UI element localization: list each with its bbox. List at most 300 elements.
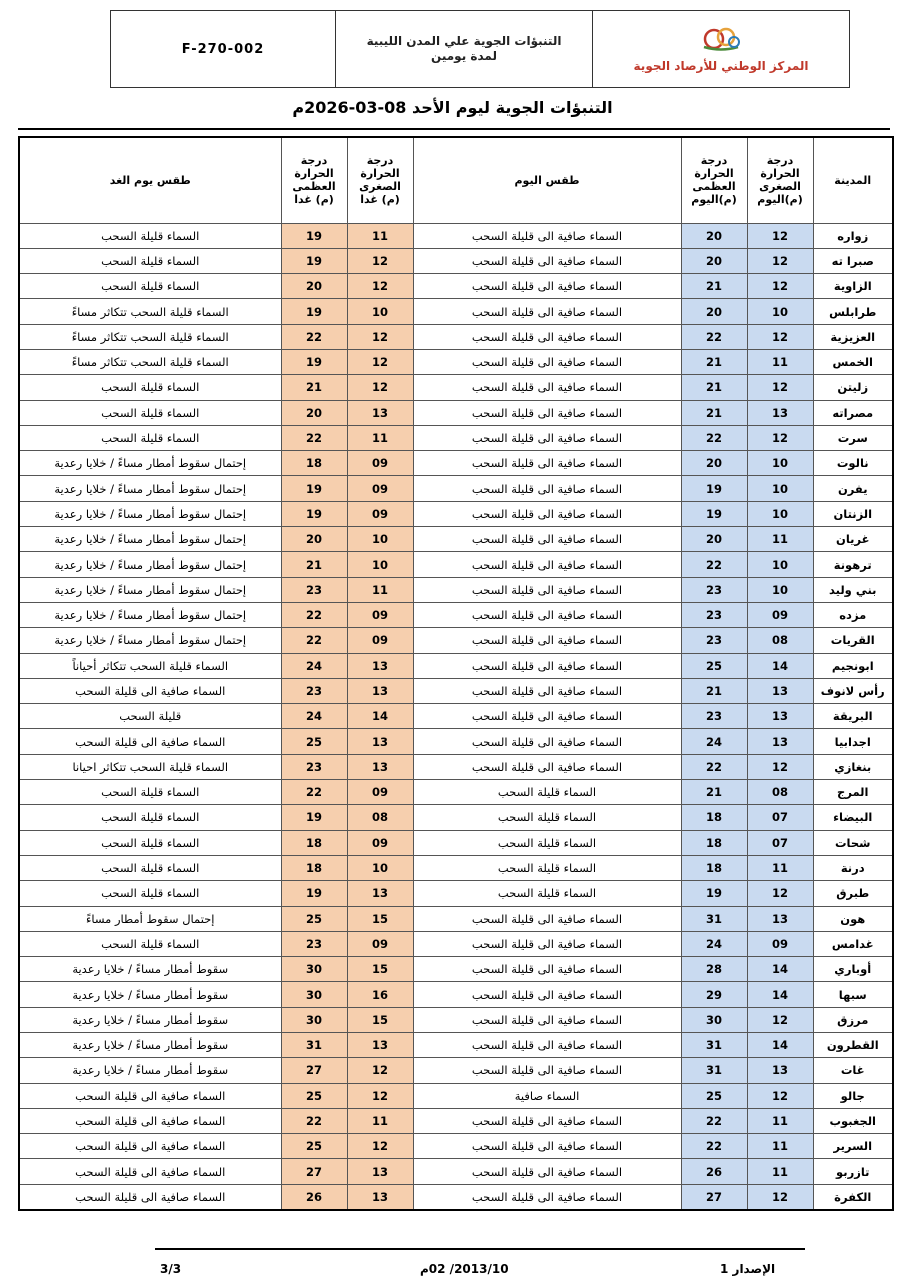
cell-max-tomorrow: 22 [281,602,347,627]
table-row [19,324,893,349]
cell-max-today: 22 [681,425,747,450]
cell-min-tomorrow: 10 [347,855,413,880]
cell-min-tomorrow: 16 [347,982,413,1007]
cell-max-today: 20 [681,223,747,248]
cell-min-today: 12 [747,881,813,906]
cell-weather-today: السماء قليلة السحب [413,805,681,830]
cell-min-today: 09 [747,931,813,956]
cell-max-today: 18 [681,855,747,880]
header-title-line2: لمدة يومين [431,49,497,63]
cell-max-tomorrow: 24 [281,704,347,729]
table-row [19,501,893,526]
cell-max-tomorrow: 30 [281,1007,347,1032]
cell-min-today: 13 [747,400,813,425]
cell-weather-today: السماء صافية الى قليلة السحب [413,349,681,374]
cell-max-today: 20 [681,527,747,552]
cell-min-today: 14 [747,653,813,678]
cell-city: طرابلس [813,299,893,324]
cell-weather-today: السماء صافية الى قليلة السحب [413,451,681,476]
cell-min-today: 12 [747,274,813,299]
cell-min-today: 12 [747,248,813,273]
table-row [19,881,893,906]
cell-weather-tomorrow: السماء قليلة السحب تتكاثر مساءً [19,324,281,349]
cell-max-tomorrow: 20 [281,527,347,552]
cell-max-today: 21 [681,780,747,805]
cell-min-tomorrow: 09 [347,602,413,627]
cell-weather-tomorrow: سقوط أمطار مساءً / خلايا رعدية [19,1033,281,1058]
cell-max-tomorrow: 25 [281,729,347,754]
cell-city: الكفرة [813,1184,893,1210]
cell-weather-today: السماء قليلة السحب [413,830,681,855]
cell-min-tomorrow: 12 [347,349,413,374]
cell-min-today: 10 [747,451,813,476]
cell-weather-tomorrow: السماء صافية الى قليلة السحب [19,729,281,754]
cell-min-tomorrow: 15 [347,957,413,982]
cell-weather-today: السماء صافية الى قليلة السحب [413,628,681,653]
footer-edition: الإصدار 1 [720,1262,776,1276]
cell-weather-today: السماء صافية الى قليلة السحب [413,704,681,729]
cell-max-tomorrow: 24 [281,653,347,678]
cell-max-today: 21 [681,349,747,374]
cell-min-today: 12 [747,375,813,400]
cell-min-tomorrow: 15 [347,906,413,931]
cell-min-tomorrow: 13 [347,653,413,678]
cell-city: البيضاء [813,805,893,830]
cell-min-tomorrow: 10 [347,552,413,577]
cell-city: صبرا ته [813,248,893,273]
weather-logo-icon [696,25,746,53]
cell-min-today: 11 [747,1159,813,1184]
cell-city: الجغبوب [813,1108,893,1133]
cell-min-tomorrow: 08 [347,805,413,830]
table-row [19,248,893,273]
cell-min-today: 13 [747,729,813,754]
cell-min-today: 10 [747,577,813,602]
cell-min-today: 08 [747,628,813,653]
cell-weather-tomorrow: السماء قليلة السحب [19,881,281,906]
cell-weather-tomorrow: سقوط أمطار مساءً / خلايا رعدية [19,1058,281,1083]
cell-city: العزيزية [813,324,893,349]
cell-max-today: 31 [681,1058,747,1083]
col-max-today: درجة الحرارة العظمى (م)اليوم [681,137,747,223]
cell-weather-today: السماء صافية الى قليلة السحب [413,754,681,779]
cell-max-tomorrow: 19 [281,476,347,501]
table-row [19,805,893,830]
cell-city: هون [813,906,893,931]
cell-city: زليتن [813,375,893,400]
cell-min-tomorrow: 11 [347,1108,413,1133]
cell-city: جالو [813,1083,893,1108]
cell-max-today: 25 [681,1083,747,1108]
cell-min-today: 13 [747,678,813,703]
page-title: التنبؤات الجوية ليوم الأحد 08-03-2026م [292,98,613,117]
cell-min-today: 07 [747,830,813,855]
cell-min-tomorrow: 12 [347,1083,413,1108]
forecast-table [18,136,894,1211]
cell-min-tomorrow: 09 [347,830,413,855]
cell-min-today: 08 [747,780,813,805]
cell-city: يفرن [813,476,893,501]
cell-weather-today: السماء صافية الى قليلة السحب [413,274,681,299]
cell-weather-tomorrow: السماء قليلة السحب [19,931,281,956]
cell-min-tomorrow: 11 [347,425,413,450]
cell-weather-tomorrow: سقوط أمطار مساءً / خلايا رعدية [19,982,281,1007]
cell-weather-tomorrow: سقوط أمطار مساءً / خلايا رعدية [19,957,281,982]
cell-min-tomorrow: 13 [347,678,413,703]
table-row [19,223,893,248]
cell-weather-tomorrow: السماء قليلة السحب [19,248,281,273]
table-row [19,1083,893,1108]
cell-weather-tomorrow: سقوط أمطار مساءً / خلايا رعدية [19,1007,281,1032]
cell-weather-today: السماء صافية الى قليلة السحب [413,476,681,501]
cell-weather-today: السماء صافية الى قليلة السحب [413,299,681,324]
cell-max-tomorrow: 22 [281,1108,347,1133]
table-row [19,299,893,324]
document-header [110,10,850,88]
cell-min-tomorrow: 10 [347,527,413,552]
cell-weather-today: السماء صافية الى قليلة السحب [413,223,681,248]
table-row [19,274,893,299]
cell-max-tomorrow: 27 [281,1058,347,1083]
cell-weather-today: السماء صافية الى قليلة السحب [413,1007,681,1032]
cell-weather-today: السماء صافية [413,1083,681,1108]
cell-max-today: 26 [681,1159,747,1184]
cell-weather-tomorrow: السماء قليلة السحب [19,805,281,830]
cell-max-tomorrow: 18 [281,451,347,476]
cell-min-tomorrow: 13 [347,729,413,754]
cell-min-today: 12 [747,223,813,248]
cell-weather-today: السماء صافية الى قليلة السحب [413,1108,681,1133]
cell-weather-tomorrow: السماء صافية الى قليلة السحب [19,1083,281,1108]
cell-max-tomorrow: 23 [281,931,347,956]
cell-max-tomorrow: 31 [281,1033,347,1058]
cell-max-today: 19 [681,501,747,526]
cell-city: طبرق [813,881,893,906]
table-row [19,527,893,552]
cell-weather-today: السماء صافية الى قليلة السحب [413,602,681,627]
cell-weather-today: السماء صافية الى قليلة السحب [413,931,681,956]
table-row [19,400,893,425]
cell-weather-today: السماء صافية الى قليلة السحب [413,957,681,982]
cell-max-tomorrow: 19 [281,223,347,248]
cell-weather-tomorrow: السماء صافية الى قليلة السحب [19,1184,281,1210]
cell-min-tomorrow: 13 [347,400,413,425]
cell-max-tomorrow: 19 [281,248,347,273]
cell-max-today: 19 [681,476,747,501]
cell-weather-tomorrow: قليلة السحب [19,704,281,729]
cell-max-tomorrow: 30 [281,957,347,982]
cell-max-today: 30 [681,1007,747,1032]
cell-city: سرت [813,425,893,450]
cell-min-today: 14 [747,957,813,982]
cell-max-today: 24 [681,729,747,754]
table-row [19,729,893,754]
cell-min-today: 14 [747,982,813,1007]
cell-weather-today: السماء صافية الى قليلة السحب [413,527,681,552]
cell-weather-tomorrow: السماء صافية الى قليلة السحب [19,1134,281,1159]
cell-city: شحات [813,830,893,855]
cell-max-tomorrow: 18 [281,830,347,855]
cell-max-today: 21 [681,274,747,299]
cell-city: تازربو [813,1159,893,1184]
cell-min-today: 12 [747,1184,813,1210]
cell-min-today: 12 [747,1083,813,1108]
cell-weather-tomorrow: السماء قليلة السحب تتكاثر مساءً [19,299,281,324]
cell-min-today: 07 [747,805,813,830]
cell-city: غات [813,1058,893,1083]
cell-min-tomorrow: 13 [347,1184,413,1210]
table-row [19,425,893,450]
table-row [19,653,893,678]
cell-weather-today: السماء صافية الى قليلة السحب [413,982,681,1007]
cell-min-today: 12 [747,754,813,779]
cell-max-today: 22 [681,1108,747,1133]
table-row [19,855,893,880]
table-row [19,349,893,374]
cell-max-today: 23 [681,628,747,653]
cell-city: نالوت [813,451,893,476]
cell-max-tomorrow: 21 [281,552,347,577]
cell-weather-today: السماء صافية الى قليلة السحب [413,653,681,678]
cell-city: البريقة [813,704,893,729]
cell-weather-tomorrow: إحتمال سقوط أمطار مساءً [19,906,281,931]
cell-weather-tomorrow: إحتمال سقوط أمطار مساءً / خلايا رعدية [19,501,281,526]
cell-weather-tomorrow: إحتمال سقوط أمطار مساءً / خلايا رعدية [19,476,281,501]
cell-weather-tomorrow: السماء قليلة السحب [19,400,281,425]
cell-city: بنغازي [813,754,893,779]
cell-weather-tomorrow: إحتمال سقوط أمطار مساءً / خلايا رعدية [19,451,281,476]
footer-date: 2013/10/ 02م [420,1262,509,1276]
table-row [19,628,893,653]
cell-max-tomorrow: 23 [281,678,347,703]
cell-max-today: 22 [681,324,747,349]
cell-max-tomorrow: 20 [281,274,347,299]
cell-weather-today: السماء صافية الى قليلة السحب [413,501,681,526]
cell-min-today: 14 [747,1033,813,1058]
cell-max-today: 18 [681,805,747,830]
org-name: المركز الوطني للأرصاد الجوية [633,59,809,73]
cell-max-today: 31 [681,1033,747,1058]
cell-city: مرزق [813,1007,893,1032]
cell-city: ابونجيم [813,653,893,678]
cell-max-today: 22 [681,754,747,779]
table-row [19,375,893,400]
forecast-rows [19,223,893,1210]
header-title [336,11,593,87]
cell-max-tomorrow: 23 [281,754,347,779]
table-row [19,780,893,805]
cell-weather-today: السماء صافية الى قليلة السحب [413,1134,681,1159]
table-row [19,931,893,956]
table-row [19,957,893,982]
cell-min-today: 11 [747,349,813,374]
form-code: F-270-002 [111,11,336,87]
cell-city: القطرون [813,1033,893,1058]
cell-city: أوباري [813,957,893,982]
cell-weather-tomorrow: السماء قليلة السحب [19,274,281,299]
cell-max-tomorrow: 19 [281,501,347,526]
col-weather-today: طقس اليوم [413,137,681,223]
cell-min-today: 11 [747,1108,813,1133]
cell-min-today: 13 [747,704,813,729]
cell-city: اجدابيا [813,729,893,754]
col-min-today: درجة الحرارة الصغرى (م)اليوم [747,137,813,223]
cell-city: غريان [813,527,893,552]
cell-weather-today: السماء صافية الى قليلة السحب [413,324,681,349]
cell-max-tomorrow: 30 [281,982,347,1007]
cell-min-tomorrow: 11 [347,577,413,602]
cell-city: مصراته [813,400,893,425]
cell-max-tomorrow: 19 [281,881,347,906]
cell-max-today: 23 [681,602,747,627]
cell-max-today: 19 [681,881,747,906]
table-row [19,1108,893,1133]
cell-min-tomorrow: 13 [347,754,413,779]
cell-city: غدامس [813,931,893,956]
cell-max-today: 28 [681,957,747,982]
table-row [19,1159,893,1184]
cell-min-tomorrow: 13 [347,881,413,906]
cell-min-tomorrow: 14 [347,704,413,729]
cell-max-today: 18 [681,830,747,855]
org-block [593,11,849,87]
cell-weather-today: السماء قليلة السحب [413,855,681,880]
header-title-line1: التنبؤات الجوية علي المدن الليبية [366,34,562,48]
cell-max-tomorrow: 19 [281,805,347,830]
cell-max-tomorrow: 25 [281,906,347,931]
cell-city: مزده [813,602,893,627]
cell-max-tomorrow: 26 [281,1184,347,1210]
cell-weather-tomorrow: السماء قليلة السحب [19,830,281,855]
cell-max-today: 23 [681,704,747,729]
cell-city: القريات [813,628,893,653]
cell-min-today: 10 [747,299,813,324]
col-min-tomorrow: درجة الحرارة الصغرى (م) غدا [347,137,413,223]
cell-max-today: 20 [681,451,747,476]
table-header-row [19,137,893,223]
table-row [19,1007,893,1032]
cell-max-today: 31 [681,906,747,931]
cell-weather-tomorrow: السماء قليلة السحب تتكاثر احيانا [19,754,281,779]
cell-max-today: 25 [681,653,747,678]
cell-weather-tomorrow: إحتمال سقوط أمطار مساءً / خلايا رعدية [19,577,281,602]
cell-min-tomorrow: 13 [347,1033,413,1058]
cell-city: الزنتان [813,501,893,526]
cell-max-tomorrow: 27 [281,1159,347,1184]
cell-weather-today: السماء صافية الى قليلة السحب [413,729,681,754]
cell-min-today: 11 [747,527,813,552]
cell-min-today: 13 [747,906,813,931]
table-row [19,1184,893,1210]
cell-weather-tomorrow: السماء قليلة السحب [19,223,281,248]
cell-max-tomorrow: 23 [281,577,347,602]
cell-weather-tomorrow: السماء قليلة السحب [19,780,281,805]
cell-city: ترهونة [813,552,893,577]
cell-weather-today: السماء صافية الى قليلة السحب [413,425,681,450]
cell-min-today: 10 [747,552,813,577]
cell-min-tomorrow: 12 [347,274,413,299]
table-row [19,1134,893,1159]
cell-min-today: 12 [747,425,813,450]
cell-max-tomorrow: 25 [281,1083,347,1108]
cell-min-tomorrow: 15 [347,1007,413,1032]
cell-max-tomorrow: 19 [281,299,347,324]
col-city: المدينة [813,137,893,223]
col-weather-tomorrow: طقس يوم الغد [19,137,281,223]
cell-min-tomorrow: 12 [347,1134,413,1159]
cell-min-tomorrow: 09 [347,931,413,956]
cell-max-today: 21 [681,400,747,425]
cell-city: زواره [813,223,893,248]
table-row [19,678,893,703]
cell-weather-tomorrow: السماء صافية الى قليلة السحب [19,1159,281,1184]
cell-max-today: 21 [681,678,747,703]
cell-weather-today: السماء صافية الى قليلة السحب [413,375,681,400]
cell-city: رأس لانوف [813,678,893,703]
cell-max-tomorrow: 20 [281,400,347,425]
table-row [19,704,893,729]
cell-min-tomorrow: 09 [347,451,413,476]
table-row [19,1033,893,1058]
cell-max-today: 21 [681,375,747,400]
cell-max-today: 22 [681,1134,747,1159]
cell-min-today: 11 [747,855,813,880]
cell-max-tomorrow: 21 [281,375,347,400]
cell-max-tomorrow: 22 [281,628,347,653]
cell-min-tomorrow: 12 [347,375,413,400]
cell-min-tomorrow: 09 [347,501,413,526]
cell-city: السرير [813,1134,893,1159]
cell-weather-today: السماء صافية الى قليلة السحب [413,1184,681,1210]
cell-city: الزاوية [813,274,893,299]
cell-min-today: 12 [747,1007,813,1032]
cell-weather-today: السماء قليلة السحب [413,780,681,805]
cell-weather-today: السماء صافية الى قليلة السحب [413,552,681,577]
table-row [19,830,893,855]
cell-weather-tomorrow: إحتمال سقوط أمطار مساءً / خلايا رعدية [19,552,281,577]
cell-min-tomorrow: 13 [347,1159,413,1184]
cell-city: المرج [813,780,893,805]
cell-weather-today: السماء صافية الى قليلة السحب [413,248,681,273]
col-max-tomorrow: درجة الحرارة العظمى (م) غدا [281,137,347,223]
cell-weather-tomorrow: السماء قليلة السحب تتكاثر أحياناً [19,653,281,678]
cell-min-today: 10 [747,476,813,501]
cell-max-today: 24 [681,931,747,956]
cell-min-today: 09 [747,602,813,627]
cell-min-today: 10 [747,501,813,526]
cell-city: سبها [813,982,893,1007]
cell-max-today: 27 [681,1184,747,1210]
cell-min-tomorrow: 09 [347,628,413,653]
cell-min-tomorrow: 12 [347,324,413,349]
cell-city: درنة [813,855,893,880]
cell-weather-tomorrow: السماء قليلة السحب [19,375,281,400]
cell-min-today: 11 [747,1134,813,1159]
cell-min-tomorrow: 10 [347,299,413,324]
table-row [19,552,893,577]
cell-weather-tomorrow: السماء قليلة السحب [19,855,281,880]
cell-weather-tomorrow: إحتمال سقوط أمطار مساءً / خلايا رعدية [19,527,281,552]
table-row [19,982,893,1007]
cell-weather-tomorrow: إحتمال سقوط أمطار مساءً / خلايا رعدية [19,602,281,627]
cell-max-tomorrow: 22 [281,425,347,450]
table-row [19,476,893,501]
cell-min-tomorrow: 12 [347,248,413,273]
table-row [19,754,893,779]
cell-weather-today: السماء صافية الى قليلة السحب [413,906,681,931]
title-divider [18,128,890,130]
cell-weather-today: السماء صافية الى قليلة السحب [413,1159,681,1184]
